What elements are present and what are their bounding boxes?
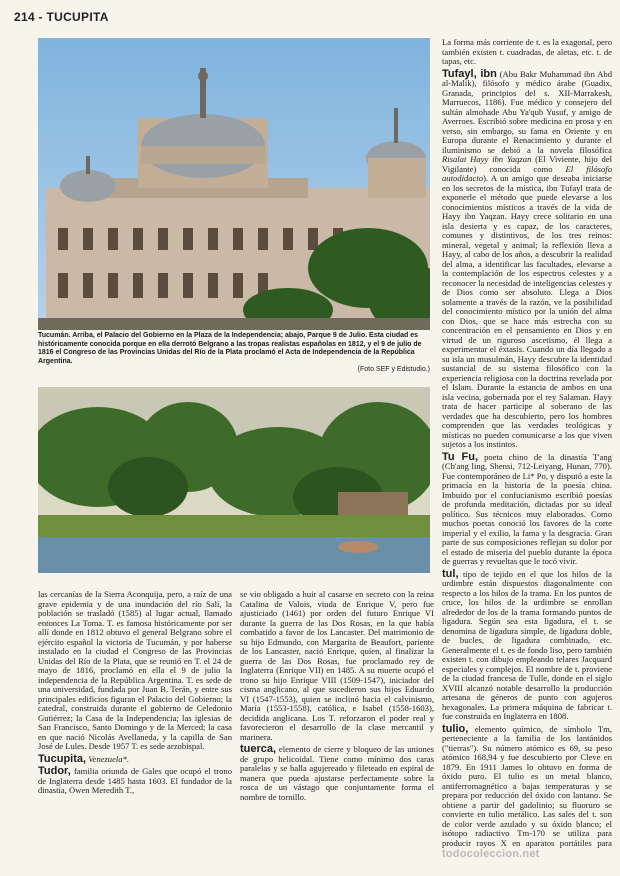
- page-header: 214 - TUCUPITA: [14, 10, 109, 24]
- entry-headword: tulio,: [442, 722, 469, 735]
- entry-tulio: [442, 722, 612, 849]
- entry-headword: tuerca,: [240, 743, 277, 755]
- entry-text: (Abu Bakr Muhammad ibn Abd al-Malik), filósofo y médico árabe (Guadix, Granada, principios del s. XII-Marrakesh, Marruecos, 1186). Fue médico y consejero del sultán almohade Abu Ya'qub Yusuf, y amigo de Averroes. Escribió sobre medicina en prosa y en verso, sin embargo, su fama en Oriente y en Europa durante el Renacimiento y durante el iluminismo se debió a la novela filosófica: [442, 68, 612, 155]
- entry-headword: Tu Fu,: [442, 450, 479, 463]
- entry-text: poeta chino de la dinastía T'ang (Ch'ang ling, Shensi, 712-Leiyang, Hunan, 770). Fue contemporáneo de Li* Po, y disputó a este la primacía en la historia de la poesía china. Imbuido por el confucianismo escribió poesías de profunda meditación, dictadas por su ideal político. Sus técnicos muy elaborados. Como muchos poetas conoció los favores de la corte imperial y el exilio, la fama y la desgracia. Gran parte de sus composiciones reflejan su dolor por el estado de miseria del pueblo durante la época de guerras y revueltas que le tocó vivir.: [442, 451, 612, 566]
- watermark-logo: todocoleccion.net: [442, 848, 540, 860]
- caption-text: Tucumán. Arriba, el Palacio del Gobierno en la Plaza de la Independencia; abajo, Parque 9 de Julio. Esta ciudad es históricamente conocida porque en ella derrotó Belgrano a las tropas realistas españolas en 1812, y el 9 de julio de 1816 el Congreso de las Provincias Unidas del Río de la Plata proclamó el Acta de Independencia de la República Argentina.: [38, 332, 422, 365]
- right-column: [442, 38, 612, 848]
- middle-column: [240, 590, 434, 802]
- left-column: [38, 590, 232, 796]
- entry-text: elemento de cierre y bloqueo de las uniones de grupo helicoidal. Tiene como mínimo dos caras paralelas y se halla agujereado y fileteado en espiral de manera que pueda ajustarse perfectamente sobre la rosca de un vástago que conjuntamente forma el nombre de tornillo.: [240, 744, 434, 802]
- tucuman-continuation: las cercanías de la Sierra Aconquija, pero, a raíz de una grave epidemia y de una inundación del río Salí, la población se trasladó (1585) al lugar actual, llamado entonces La Toma. T. es famosa históricamente por ser allí donde en 1812 obtuvo el general Belgrano sobre el ejército español la victoria de Tucumán, y por haberse instalado en la ciudad el Congreso de las Provincias Unidas del Río de la Plata, que se reunió en T. el 24 de mayo de 1816, proclamó en ella el 9 de julio la independencia de la República Argentina. T. es sede de una universidad, fundada por Juan B. Terán, y entre sus principales edificios figuran el Palacio del Gobierno; la catedral, construida durante el gobierno de Celedonio Gutiérrez; la Casa de la Independencia; las iglesias de San Francisco, Santo Domingo y de la Merced; la casa en que nació Nicolás Avellaneda, y la capilla de San José de Lules. Desde 1957 T. es sede arzobispal.: [38, 589, 232, 751]
- entry-headword: tul,: [442, 567, 459, 580]
- entry-text: tipo de tejido en el que los hilos de la urdimbre están dispuestos diagonalmente con respecto a los hilos de la trama. En los puntos de cruce, los hilos de la urdimbre se enrollan alrededor de los de la trama formando puntos de ligadura. Según sea esta ligadura, el t. se denomina de ligadura simple, de ligadura doble, de bucles, de ligadura combinado, etc. Generalmente el t. es de fondo liso, pero también existen t. con dibujo empleando telares Jacquard especiales y complejos. El nombre de t. proviene de la ciudad francesa de Tulle, donde en el siglo XVIII alcanzó notable desarrollo la producción artesana de géneros de punto con agujeros hexagonales. La primera máquina de fabricar t. fue construida en Inglaterra en 1808.: [442, 568, 612, 721]
- palace-photo: [38, 38, 430, 330]
- entry-tufu: [442, 450, 612, 567]
- entry-tufayl: [442, 67, 612, 450]
- entry-headword: Tudor,: [38, 765, 71, 777]
- photo-caption: [38, 332, 430, 375]
- park-photo: [38, 387, 430, 573]
- entry-text: Venezuela*.: [88, 753, 130, 764]
- caption-credit: (Foto SEF y Edistudio.): [357, 366, 430, 374]
- entry-text: familia oriunda de Gales que ocupó el trono de Inglaterra desde 1485 hasta 1603. El fundador de la dinastía, Owen Meredith T.,: [38, 766, 232, 795]
- entry-title: El filósofo autodidacto: [442, 163, 612, 183]
- entry-tucupita: [38, 752, 232, 765]
- entry-text: (El Viviente, hijo del Vigilante) conocida como: [442, 154, 612, 174]
- entry-tudor: [38, 767, 232, 796]
- entry-text: ). A un amigo que deseaba iniciarse en los secretos de la mística, ibn Tufayl trata de exponerle el método que puede elevarse a los conocimientos místicos a través de la vida de Hayy ibn Yaqzan. Hayy crece solitario en una isla desierta y es capaz, de los caracteres, comunes y distintivos, de los tres reinos: mineral, vegetal y animal; la reflexión lleva a Hayy, al cabo de los años, a descubrir la realidad del alma, a identificar las facultades, elevarse a la contemplación de los espectros celestes y a reconocer la necesidad de inteligencias celestes y de Dios como ser absoluto. Llega a Dios solamente a través de la razón, ve la posibilidad del conocimiento místico por la unión del alma con Dios, que se hace más estrecha con su concentración en el pensamiento en Dios y en virtud de un riguroso ascetismo, él llega a experimentar el éxtasis. Cuando un día llegado a su isla un musulmán, Hayy descubre la identidad sustancial de su sistema filosófico con la experiencia religiosa con la doctrina revelada por el Islam. Durante la estancia de ambos en una isla vecina, gobernada por el rey Salaman. Hayy trata de hacer participe al soberano de las verdades que ha descubierto, pero los hombres comprenden que las verdades teológicas y místicas no pueden comunicarse a los que viven sujetos a los instintos.: [442, 173, 612, 449]
- entry-title: Risalat Hayy ibn Yaqzan: [442, 154, 532, 164]
- entry-headword: Tucupita,: [38, 752, 87, 765]
- tudor-continuation: se vio obligado a huir al casarse en secreto con la reina Catalina de Valois, viuda de Enrique V, pero fue ajusticiado (1461) por orden del futuro Enrique VI durante la guerra de las Dos Rosas, en la que había combatido a favor de los Lancaster. Del matrimonio de su hijo Edmundo, con Margarita de Beaufort, pariente de los Lancaster, nació Enrique, quien, al finalizar la guerra de las Dos Rosas, fue proclamado rey de Inglaterra (Enrique VII) en 1485. A su muerte ocupó el trono su hijo Enrique VIII (1509-1547), iniciador del cisma anglicano, al que sucedieron sus hijos Eduardo VI (1547-1553), quien se inclinó hacia el calvinismo, María (1553-1558), católica, e Isabel (1558-1603), decidida anglicana. Los T. reforzaron el poder real y favorecieron el desarrollo de la clase mercantil y marinera.: [240, 589, 434, 742]
- entry-text: elemento químico, de símbolo Tm, perteneciente a la familia de los lantánidos ("tierras"). Su número atómico es 69, su peso atómico 168,94 y fue descubierto por Cleve en 1879. En 1911 James lo obtuvo en forma de óxido puro. El tulio es un metal blanco, antiferromagnético a bajas temperaturas y se prepara por reducción del óxido con lantano. Se obtiene a partir del gadolinio; su fluoruro se convierte en tulio metálico. Las sales del t. son de color verde azulado y su óxido blanco; el isótopo radiactivo Tm-170 se utiliza para producir rayos X en aparatos portátiles para: [442, 723, 612, 848]
- entry-tuerca: [240, 745, 434, 802]
- tuerca-continuation: La forma más corriente de t. es la exagonal, pero también existen t. cuadradas, de aletas, etc. t. de tapas, etc.: [442, 38, 612, 66]
- entry-headword: Tufayl, ibn: [442, 67, 497, 80]
- entry-tul: [442, 567, 612, 722]
